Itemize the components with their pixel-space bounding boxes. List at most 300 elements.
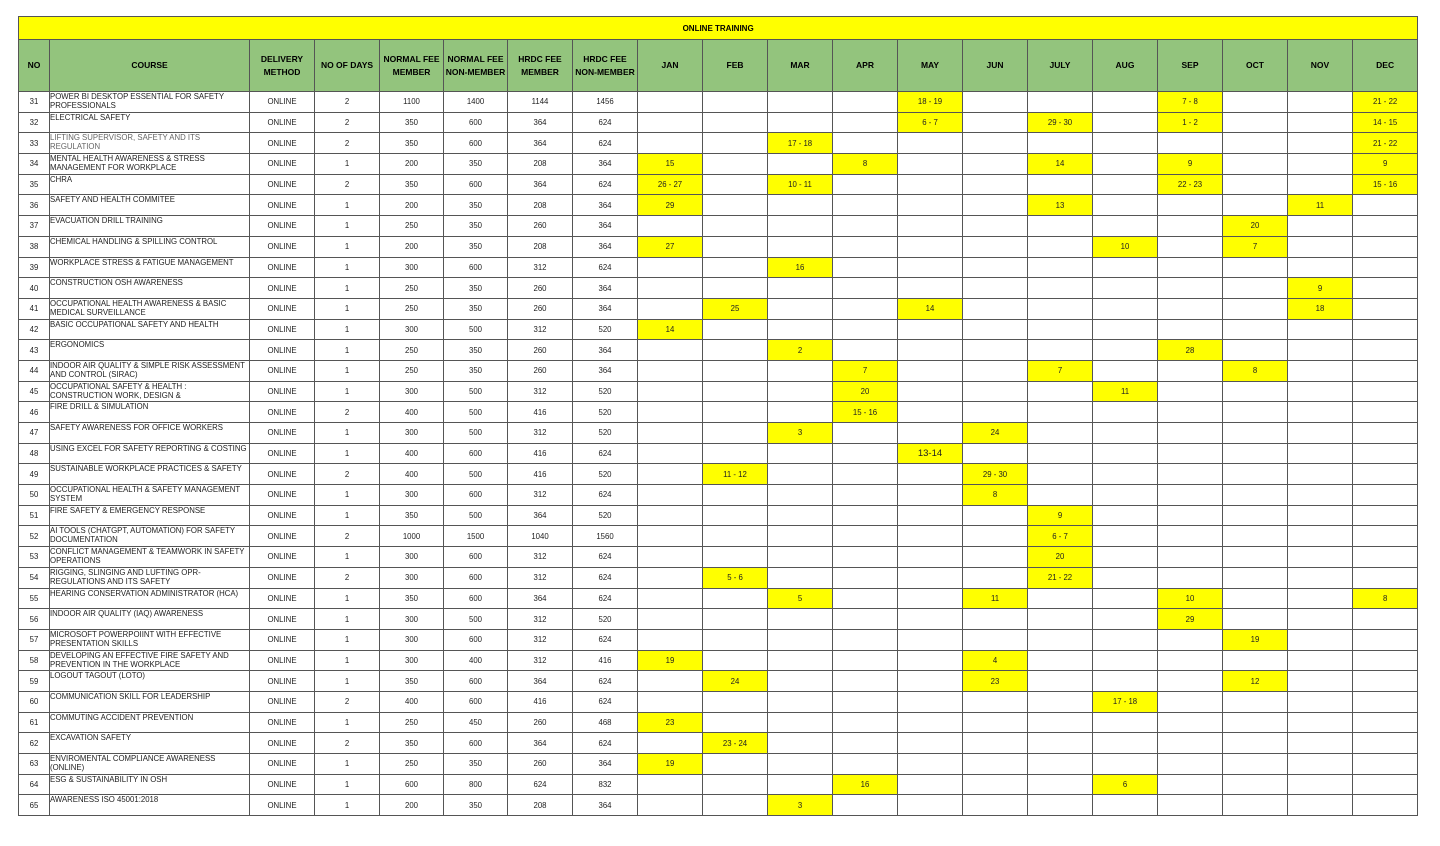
cell-month-mar (768, 278, 833, 299)
cell-month-july (1028, 609, 1093, 630)
cell-month-apr (833, 174, 898, 195)
cell-delivery-method: ONLINE (250, 423, 315, 444)
cell-month-jun (963, 278, 1028, 299)
cell-month-dec (1353, 795, 1418, 816)
cell-hrdc-fee-member: 364 (508, 588, 573, 609)
cell-month-mar (768, 650, 833, 671)
cell-hrdc-fee-non-member: 364 (573, 236, 638, 257)
cell-month-jan (638, 464, 703, 485)
cell-month-may (898, 609, 963, 630)
cell-days: 2 (315, 112, 380, 133)
cell-month-july: 29 - 30 (1028, 112, 1093, 133)
cell-delivery-method: ONLINE (250, 216, 315, 237)
course-name: ELECTRICAL SAFETY (50, 112, 131, 122)
cell-month-sep: 9 (1158, 154, 1223, 175)
cell-month-july: 13 (1028, 195, 1093, 216)
cell-delivery-method: ONLINE (250, 588, 315, 609)
cell-normal-fee-member: 250 (380, 216, 444, 237)
cell-course (50, 795, 250, 816)
cell-month-dec: 9 (1353, 154, 1418, 175)
cell-days: 1 (315, 195, 380, 216)
cell-month-jan (638, 691, 703, 712)
cell-course (50, 236, 250, 257)
cell-hrdc-fee-non-member: 468 (573, 712, 638, 733)
cell-hrdc-fee-non-member: 624 (573, 174, 638, 195)
cell-month-mar: 3 (768, 795, 833, 816)
cell-month-nov (1288, 754, 1353, 775)
cell-hrdc-fee-non-member: 364 (573, 360, 638, 381)
cell-hrdc-fee-member: 364 (508, 112, 573, 133)
cell-course (50, 257, 250, 278)
table-row (19, 340, 1418, 361)
cell-month-apr (833, 733, 898, 754)
cell-month-jan (638, 671, 703, 692)
cell-month-sep (1158, 195, 1223, 216)
cell-month-feb (703, 691, 768, 712)
cell-hrdc-fee-member: 312 (508, 381, 573, 402)
cell-normal-fee-non-member: 600 (444, 443, 508, 464)
cell-month-jan (638, 795, 703, 816)
cell-course (50, 112, 250, 133)
cell-delivery-method: ONLINE (250, 629, 315, 650)
cell-month-apr: 20 (833, 381, 898, 402)
cell-normal-fee-non-member: 600 (444, 629, 508, 650)
cell-normal-fee-non-member: 600 (444, 691, 508, 712)
cell-hrdc-fee-non-member: 364 (573, 216, 638, 237)
cell-days: 2 (315, 92, 380, 113)
cell-month-aug (1093, 92, 1158, 113)
cell-month-mar (768, 774, 833, 795)
cell-month-july (1028, 133, 1093, 154)
cell-month-may (898, 133, 963, 154)
cell-course (50, 671, 250, 692)
cell-month-dec (1353, 340, 1418, 361)
cell-month-dec: 21 - 22 (1353, 92, 1418, 113)
cell-month-oct (1223, 195, 1288, 216)
cell-normal-fee-non-member: 350 (444, 795, 508, 816)
cell-month-apr (833, 278, 898, 299)
cell-month-nov (1288, 402, 1353, 423)
header-month-nov: NOV (1288, 40, 1353, 92)
cell-month-oct (1223, 754, 1288, 775)
cell-month-apr: 7 (833, 360, 898, 381)
cell-delivery-method: ONLINE (250, 92, 315, 113)
cell-month-apr (833, 485, 898, 506)
cell-month-july: 7 (1028, 360, 1093, 381)
cell-no: 42 (19, 319, 50, 340)
cell-delivery-method: ONLINE (250, 154, 315, 175)
cell-month-july (1028, 464, 1093, 485)
cell-month-mar (768, 319, 833, 340)
cell-course (50, 733, 250, 754)
cell-delivery-method: ONLINE (250, 402, 315, 423)
cell-month-aug (1093, 712, 1158, 733)
cell-course (50, 381, 250, 402)
cell-month-may (898, 381, 963, 402)
cell-month-nov: 9 (1288, 278, 1353, 299)
cell-month-apr (833, 216, 898, 237)
cell-month-july (1028, 278, 1093, 299)
cell-month-jan (638, 505, 703, 526)
cell-month-mar (768, 298, 833, 319)
cell-month-jun (963, 526, 1028, 547)
cell-month-may (898, 195, 963, 216)
cell-month-apr (833, 795, 898, 816)
cell-course (50, 154, 250, 175)
cell-hrdc-fee-member: 416 (508, 464, 573, 485)
cell-hrdc-fee-non-member: 1560 (573, 526, 638, 547)
cell-month-july (1028, 754, 1093, 775)
cell-delivery-method: ONLINE (250, 774, 315, 795)
cell-hrdc-fee-non-member: 520 (573, 319, 638, 340)
cell-month-jan (638, 485, 703, 506)
cell-month-nov (1288, 340, 1353, 361)
course-name: CHRA (50, 174, 73, 184)
cell-normal-fee-member: 400 (380, 443, 444, 464)
cell-month-may: 13-14 (898, 443, 963, 464)
cell-month-sep (1158, 278, 1223, 299)
cell-normal-fee-member: 400 (380, 464, 444, 485)
course-name: AWARENESS ISO 45001:2018 (50, 795, 159, 805)
cell-month-feb: 5 - 6 (703, 567, 768, 588)
cell-delivery-method: ONLINE (250, 609, 315, 630)
cell-month-aug (1093, 112, 1158, 133)
cell-month-nov (1288, 712, 1353, 733)
table-row (19, 174, 1418, 195)
cell-hrdc-fee-member: 260 (508, 340, 573, 361)
cell-normal-fee-member: 300 (380, 423, 444, 444)
cell-month-dec: 14 - 15 (1353, 112, 1418, 133)
cell-month-dec (1353, 423, 1418, 444)
course-name: CHEMICAL HANDLING & SPILLING CONTROL (50, 236, 218, 246)
cell-month-may (898, 691, 963, 712)
cell-month-dec: 8 (1353, 588, 1418, 609)
cell-month-dec (1353, 629, 1418, 650)
cell-month-feb: 23 - 24 (703, 733, 768, 754)
cell-days: 1 (315, 381, 380, 402)
cell-days: 1 (315, 774, 380, 795)
cell-month-july (1028, 319, 1093, 340)
cell-delivery-method: ONLINE (250, 112, 315, 133)
cell-no: 34 (19, 154, 50, 175)
cell-month-dec (1353, 278, 1418, 299)
cell-course (50, 402, 250, 423)
cell-month-may (898, 257, 963, 278)
header-row (19, 40, 1418, 92)
cell-normal-fee-member: 1100 (380, 92, 444, 113)
cell-delivery-method: ONLINE (250, 133, 315, 154)
cell-normal-fee-member: 200 (380, 236, 444, 257)
cell-month-aug (1093, 133, 1158, 154)
cell-month-nov (1288, 795, 1353, 816)
cell-delivery-method: ONLINE (250, 547, 315, 568)
cell-days: 2 (315, 133, 380, 154)
cell-days: 2 (315, 567, 380, 588)
cell-month-jun: 24 (963, 423, 1028, 444)
cell-month-sep (1158, 216, 1223, 237)
cell-hrdc-fee-member: 416 (508, 443, 573, 464)
course-name: DEVELOPING AN EFFECTIVE FIRE SAFETY AND PREVENTION IN THE WORKPLACE (50, 650, 229, 669)
cell-course (50, 423, 250, 444)
cell-month-may (898, 526, 963, 547)
cell-hrdc-fee-member: 208 (508, 154, 573, 175)
cell-month-aug (1093, 195, 1158, 216)
cell-month-july (1028, 298, 1093, 319)
cell-month-apr (833, 547, 898, 568)
cell-month-apr (833, 671, 898, 692)
cell-month-mar (768, 754, 833, 775)
cell-course (50, 754, 250, 775)
cell-month-aug (1093, 671, 1158, 692)
cell-normal-fee-non-member: 350 (444, 236, 508, 257)
cell-month-aug: 6 (1093, 774, 1158, 795)
cell-month-jun (963, 381, 1028, 402)
cell-delivery-method: ONLINE (250, 671, 315, 692)
cell-course (50, 464, 250, 485)
cell-hrdc-fee-non-member: 364 (573, 278, 638, 299)
cell-month-july (1028, 691, 1093, 712)
cell-month-aug (1093, 257, 1158, 278)
cell-month-nov (1288, 629, 1353, 650)
cell-month-july (1028, 795, 1093, 816)
cell-month-dec (1353, 319, 1418, 340)
cell-month-jan (638, 92, 703, 113)
cell-month-sep (1158, 443, 1223, 464)
cell-month-apr (833, 588, 898, 609)
cell-month-apr (833, 195, 898, 216)
cell-days: 1 (315, 298, 380, 319)
cell-month-jun: 23 (963, 671, 1028, 692)
cell-month-feb (703, 112, 768, 133)
cell-no: 33 (19, 133, 50, 154)
cell-normal-fee-non-member: 350 (444, 154, 508, 175)
header-month-apr: APR (833, 40, 898, 92)
cell-month-may (898, 278, 963, 299)
cell-course (50, 133, 250, 154)
cell-course (50, 547, 250, 568)
cell-month-oct: 8 (1223, 360, 1288, 381)
cell-normal-fee-member: 300 (380, 257, 444, 278)
cell-month-july (1028, 340, 1093, 361)
course-name: ENVIROMENTAL COMPLIANCE AWARENESS (ONLINE) (50, 754, 216, 772)
cell-month-jan (638, 547, 703, 568)
cell-month-may (898, 236, 963, 257)
cell-month-may (898, 588, 963, 609)
cell-month-july (1028, 588, 1093, 609)
cell-month-feb (703, 195, 768, 216)
cell-days: 1 (315, 360, 380, 381)
cell-month-feb (703, 485, 768, 506)
cell-month-sep (1158, 485, 1223, 506)
cell-month-sep (1158, 402, 1223, 423)
cell-hrdc-fee-non-member: 832 (573, 774, 638, 795)
cell-month-sep (1158, 464, 1223, 485)
cell-month-nov (1288, 650, 1353, 671)
cell-month-july (1028, 712, 1093, 733)
cell-hrdc-fee-non-member: 364 (573, 298, 638, 319)
cell-no: 64 (19, 774, 50, 795)
cell-month-sep (1158, 257, 1223, 278)
course-name: OCCUPATIONAL SAFETY & HEALTH : CONSTRUCTION WORK, DESIGN & (50, 381, 187, 400)
cell-hrdc-fee-non-member: 520 (573, 423, 638, 444)
cell-course (50, 92, 250, 113)
cell-month-mar (768, 691, 833, 712)
cell-hrdc-fee-member: 364 (508, 733, 573, 754)
cell-month-jun (963, 216, 1028, 237)
cell-month-jan: 29 (638, 195, 703, 216)
cell-days: 1 (315, 443, 380, 464)
cell-month-aug (1093, 423, 1158, 444)
cell-month-jan (638, 278, 703, 299)
cell-month-feb (703, 133, 768, 154)
cell-month-mar (768, 712, 833, 733)
table-row (19, 588, 1418, 609)
cell-month-apr (833, 319, 898, 340)
cell-month-nov (1288, 381, 1353, 402)
course-name: FIRE SAFETY & EMERGENCY RESPONSE (50, 505, 206, 515)
table-row (19, 298, 1418, 319)
cell-hrdc-fee-member: 260 (508, 298, 573, 319)
cell-month-feb (703, 754, 768, 775)
course-name: SAFETY AWARENESS FOR OFFICE WORKERS (50, 423, 223, 432)
cell-month-nov (1288, 671, 1353, 692)
cell-course (50, 485, 250, 506)
cell-month-nov (1288, 733, 1353, 754)
cell-month-apr (833, 92, 898, 113)
cell-hrdc-fee-non-member: 520 (573, 609, 638, 630)
cell-month-dec (1353, 381, 1418, 402)
course-name: COMMUNICATION SKILL FOR LEADERSHIP (50, 691, 211, 701)
cell-month-mar (768, 671, 833, 692)
cell-month-feb (703, 609, 768, 630)
cell-month-nov (1288, 174, 1353, 195)
cell-days: 1 (315, 278, 380, 299)
cell-month-july: 21 - 22 (1028, 567, 1093, 588)
cell-month-mar (768, 381, 833, 402)
cell-days: 2 (315, 174, 380, 195)
cell-month-feb (703, 547, 768, 568)
cell-month-oct: 12 (1223, 671, 1288, 692)
cell-course (50, 567, 250, 588)
cell-month-july (1028, 236, 1093, 257)
course-name: BASIC OCCUPATIONAL SAFETY AND HEALTH (50, 319, 219, 329)
table-row (19, 733, 1418, 754)
cell-month-dec (1353, 567, 1418, 588)
cell-days: 1 (315, 671, 380, 692)
cell-month-mar (768, 464, 833, 485)
cell-month-dec (1353, 195, 1418, 216)
course-name: AI TOOLS (CHATGPT, AUTOMATION) FOR SAFETY DOCUMENTATION (50, 526, 235, 545)
cell-hrdc-fee-member: 260 (508, 712, 573, 733)
cell-hrdc-fee-non-member: 1456 (573, 92, 638, 113)
header-no: NO (19, 40, 50, 92)
cell-month-nov (1288, 112, 1353, 133)
cell-no: 65 (19, 795, 50, 816)
cell-days: 2 (315, 402, 380, 423)
cell-course (50, 443, 250, 464)
cell-month-nov (1288, 216, 1353, 237)
cell-month-oct (1223, 795, 1288, 816)
cell-days: 1 (315, 319, 380, 340)
cell-month-jun (963, 340, 1028, 361)
cell-month-jun (963, 154, 1028, 175)
cell-normal-fee-member: 300 (380, 650, 444, 671)
cell-month-jun (963, 443, 1028, 464)
cell-month-dec: 15 - 16 (1353, 174, 1418, 195)
cell-month-nov (1288, 257, 1353, 278)
cell-month-july (1028, 92, 1093, 113)
table-row (19, 774, 1418, 795)
header-month-jun: JUN (963, 40, 1028, 92)
cell-month-nov (1288, 423, 1353, 444)
cell-hrdc-fee-member: 260 (508, 754, 573, 775)
table-row (19, 112, 1418, 133)
cell-month-dec (1353, 298, 1418, 319)
cell-month-sep (1158, 795, 1223, 816)
cell-month-apr (833, 629, 898, 650)
cell-month-may (898, 733, 963, 754)
cell-month-sep (1158, 754, 1223, 775)
cell-delivery-method: ONLINE (250, 485, 315, 506)
course-name: HEARING CONSERVATION ADMINISTRATOR (HCA) (50, 588, 239, 598)
cell-month-oct (1223, 526, 1288, 547)
cell-month-sep: 22 - 23 (1158, 174, 1223, 195)
header-normal-fee-non-member: NORMAL FEE NON-MEMBER (444, 40, 508, 92)
cell-course (50, 650, 250, 671)
cell-month-may (898, 671, 963, 692)
cell-month-oct (1223, 319, 1288, 340)
cell-month-feb (703, 774, 768, 795)
cell-month-oct (1223, 733, 1288, 754)
course-name: INDOOR AIR QUALITY (IAQ) AWARENESS (50, 609, 204, 619)
cell-month-apr: 8 (833, 154, 898, 175)
cell-no: 46 (19, 402, 50, 423)
cell-hrdc-fee-non-member: 624 (573, 133, 638, 154)
cell-month-aug (1093, 505, 1158, 526)
cell-month-jan: 19 (638, 754, 703, 775)
cell-month-nov (1288, 505, 1353, 526)
cell-hrdc-fee-member: 312 (508, 257, 573, 278)
cell-hrdc-fee-non-member: 364 (573, 195, 638, 216)
cell-month-sep: 7 - 8 (1158, 92, 1223, 113)
cell-month-apr: 16 (833, 774, 898, 795)
cell-month-may: 6 - 7 (898, 112, 963, 133)
cell-normal-fee-member: 250 (380, 340, 444, 361)
cell-month-aug (1093, 340, 1158, 361)
cell-month-oct (1223, 154, 1288, 175)
cell-month-jun (963, 505, 1028, 526)
course-name: SAFETY AND HEALTH COMMITEE (50, 195, 175, 205)
cell-no: 39 (19, 257, 50, 278)
cell-course (50, 298, 250, 319)
table-row (19, 319, 1418, 340)
cell-normal-fee-non-member: 350 (444, 754, 508, 775)
header-no-of-days: NO OF DAYS (315, 40, 380, 92)
cell-month-july (1028, 774, 1093, 795)
course-name: EXCAVATION SAFETY (50, 733, 132, 743)
header-course: COURSE (50, 40, 250, 92)
cell-month-sep (1158, 567, 1223, 588)
table-row (19, 423, 1418, 444)
course-name: CONFLICT MANAGEMENT & TEAMWORK IN SAFETY OPERATIONS (50, 547, 245, 566)
cell-normal-fee-non-member: 600 (444, 485, 508, 506)
cell-delivery-method: ONLINE (250, 505, 315, 526)
cell-normal-fee-member: 300 (380, 381, 444, 402)
cell-month-aug (1093, 174, 1158, 195)
cell-month-jan (638, 629, 703, 650)
cell-hrdc-fee-non-member: 624 (573, 691, 638, 712)
cell-delivery-method: ONLINE (250, 733, 315, 754)
